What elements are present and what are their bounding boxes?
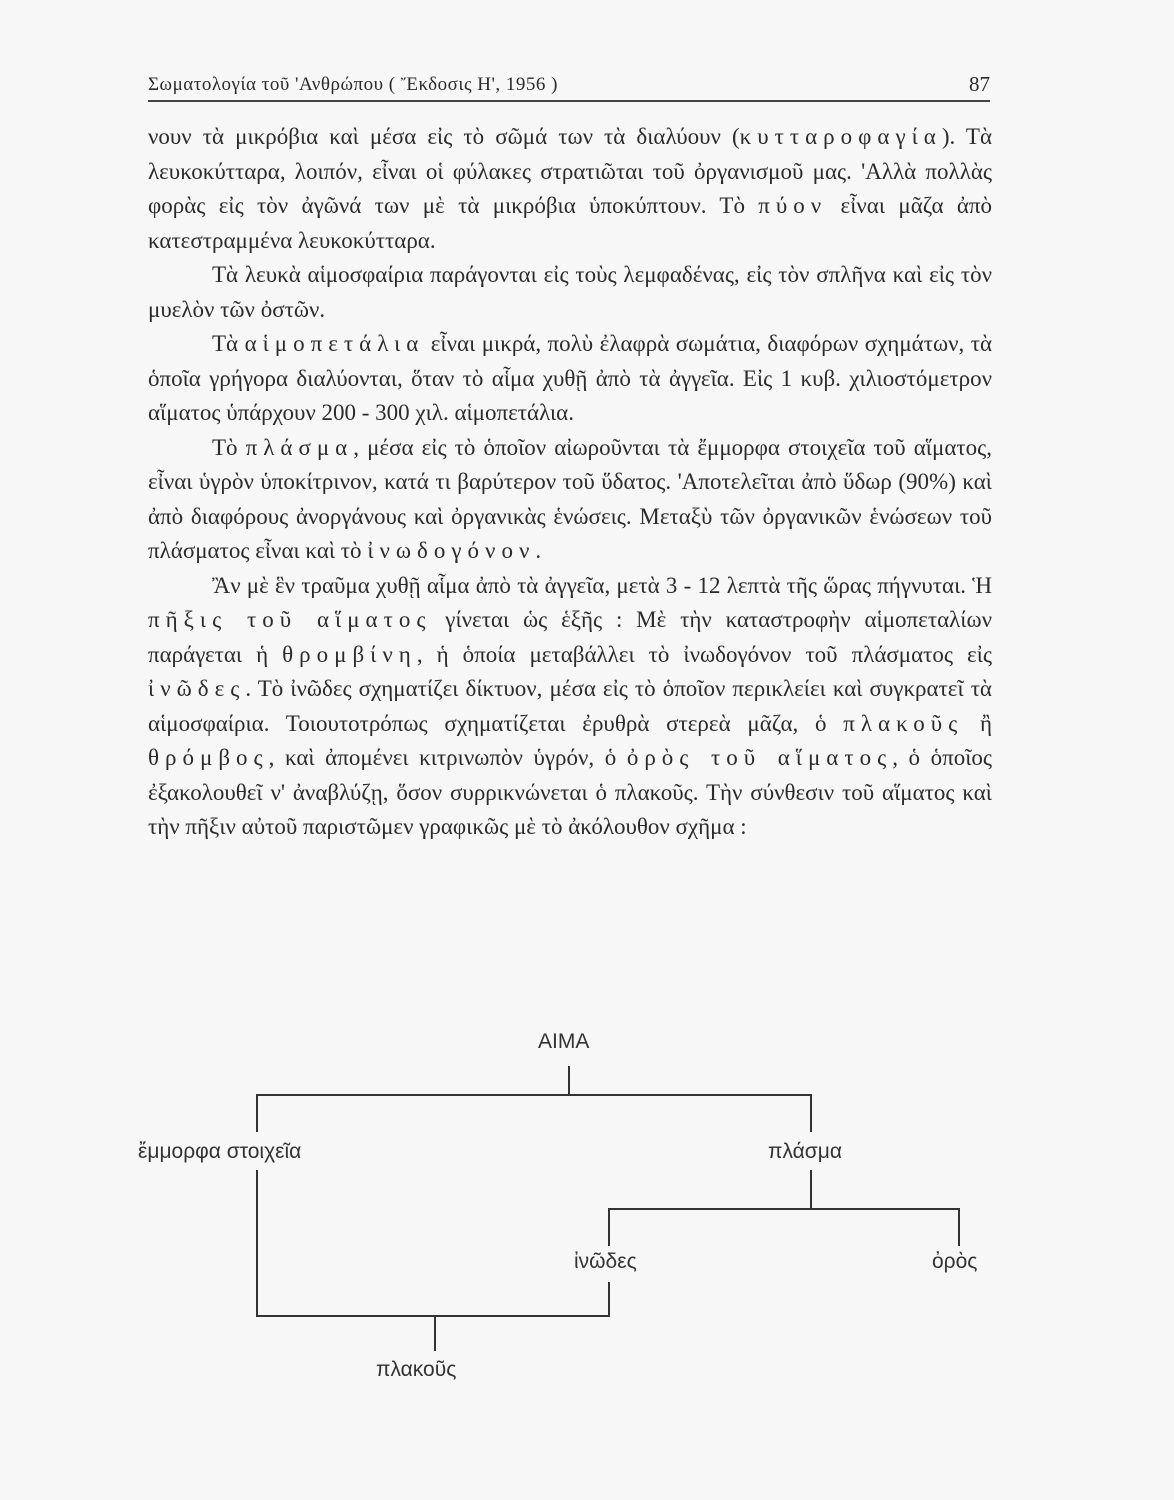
diagram-line xyxy=(256,1094,812,1096)
text-run: , ἡ ὁποία μεταβάλλει τὸ ἰνωδογόνον τοῦ πλάσματος εἰς xyxy=(416,641,992,667)
spaced-term: ἰνῶδες xyxy=(148,676,246,701)
text-run: ). Τὰ λευκοκύτταρα, λοιπόν, εἶναι οἱ φύλακες στρατιῶται τοῦ ὀργανισμοῦ μας. 'Αλλὰ πολλὰς φορὰς εἰς τὸν ἀγῶνά των μὲ τὰ μικρόβια ὑποκύπτουν. Τὸ xyxy=(148,124,993,218)
diagram-line xyxy=(608,1208,960,1210)
spaced-term: αἱμοπετάλια xyxy=(244,331,425,356)
text-run: . xyxy=(535,538,542,563)
diagram-line xyxy=(568,1066,570,1094)
text-run: ἢ xyxy=(963,710,992,736)
text-run: . Τὸ ἰνῶδες σχηματίζει δίκτυον, μέσα εἰς τὸ ὁποῖον περικλείει καὶ συγκρατεῖ τὰ αἱμοσφαίρια. Τοιουτοτρόπως σχηματίζεται ἐρυθρὰ στερεὰ μᾶζα, ὁ xyxy=(148,676,992,736)
text-run: Τὰ xyxy=(212,331,245,356)
text-run: , ὁ ὁποῖος ἐξακολουθεῖ ν' ἀναβλύζῃ, ὅσον συρρικνώνεται ὁ πλακοῦς. Τὴν σύνθεσιν τοῦ αἵματος καὶ τὴν πῆξιν αὐτοῦ παριστῶμεν γραφικῶς μὲ τὸ ἀκόλουθον σχῆμα : xyxy=(148,745,993,839)
diagram-line xyxy=(434,1315,436,1351)
text-run: , μέσα εἰς τὸ ὁποῖον αἰωροῦνται τὰ ἔμμορφα στοιχεῖα τοῦ αἵματος, εἶναι ὑγρὸν ὑποκίτρινον, κατά τι βαρύτερον τοῦ ὕδατος. 'Αποτελεῖται ἀπὸ ὕδωρ (90%) καὶ ἀπὸ διαφόρους ἀνοργάνους καὶ ὀργανικὰς ἑνώσεις. Μεταξὺ τῶν ὀργανικῶν ἑνώσεων τοῦ πλάσματος εἶναι καὶ τὸ xyxy=(148,434,992,563)
diagram-line xyxy=(256,1094,258,1132)
diagram-line xyxy=(608,1208,610,1246)
spaced-term: ἰνωδογόνον xyxy=(367,538,536,563)
spaced-term: θρομβίνη xyxy=(282,641,417,667)
diagram-line xyxy=(256,1170,258,1316)
diagram-line xyxy=(608,1282,610,1316)
spaced-term: θρόμβος xyxy=(148,745,269,770)
diagram-root-label: ΑΙΜΑ xyxy=(538,1030,590,1053)
spaced-term: πλάσμα xyxy=(245,434,354,460)
diagram-plasma-label: πλάσμα xyxy=(768,1140,843,1163)
text-run: εἶναι μᾶζα ἀπὸ κατεστραμμένα λευκοκύτταρα. xyxy=(148,193,992,253)
spaced-term: πλακοῦς xyxy=(843,710,964,736)
diagram-line xyxy=(958,1208,960,1246)
diagram-clot-label: πλακοῦς xyxy=(376,1358,457,1381)
diagram-line xyxy=(256,1315,610,1317)
text-run: γίνεται ὡς ἑξῆς : Μὲ τὴν καταστροφὴν αἱμοπεταλίων παράγεται ἡ xyxy=(148,607,992,667)
text-run: εἶναι μικρά, πολὺ ἐλαφρὰ σωμάτια, διαφόρων σχημάτων, τὰ ὁποῖα γρήγορα διαλύονται, ὅταν τὸ αἷμα χυθῇ ἀπὸ τὰ ἀγγεῖα. Εἰς 1 κυβ. χιλιοστόμετρον αἵματος ὑπάρχουν 200 - 300 χιλ. αἱμοπετάλια. xyxy=(148,331,992,425)
text-run: , καὶ ἀπομένει κιτρινωπὸν ὑγρόν, ὁ xyxy=(268,745,627,770)
diagram-line xyxy=(810,1094,812,1132)
spaced-term: κυτταροφαγία xyxy=(739,124,942,149)
text-run: νουν τὰ μικρόβια καὶ μέσα εἰς τὸ σῶμά των τὰ διαλύουν ( xyxy=(148,124,740,149)
spaced-term: πῆξις τοῦ αἵματος xyxy=(148,607,432,632)
running-title: Σωματολογία τοῦ 'Ανθρώπου ( Ἔκδοσις Η', 1956 ) xyxy=(148,74,558,95)
page-number: 87 xyxy=(969,72,990,96)
diagram-serum-label: ὀρὸς xyxy=(932,1250,978,1273)
text-run: Τὰ λευκὰ αἱμοσφαίρια παράγονται εἰς τοὺς λεμφαδένας, εἰς τὸν σπλῆνα καὶ εἰς τὸν μυελὸν τῶν ὀστῶν. xyxy=(148,262,992,322)
diagram-line xyxy=(810,1170,812,1208)
text-run: Τὸ xyxy=(212,434,246,460)
diagram-formed-elements-label: ἔμμορφα στοιχεῖα xyxy=(138,1140,302,1163)
diagram-fibrin-label: ἰνῶδες xyxy=(574,1250,637,1273)
spaced-term: πύον xyxy=(758,193,828,218)
spaced-term: ὀρὸς τοῦ αἵματος xyxy=(626,745,893,770)
text-run: Ἂν μὲ ἓν τραῦμα χυθῇ αἷμα ἀπὸ τὰ ἀγγεῖα, μετὰ 3 - 12 λεπτὰ τῆς ὥρας πήγνυται. Ἡ xyxy=(212,572,992,598)
